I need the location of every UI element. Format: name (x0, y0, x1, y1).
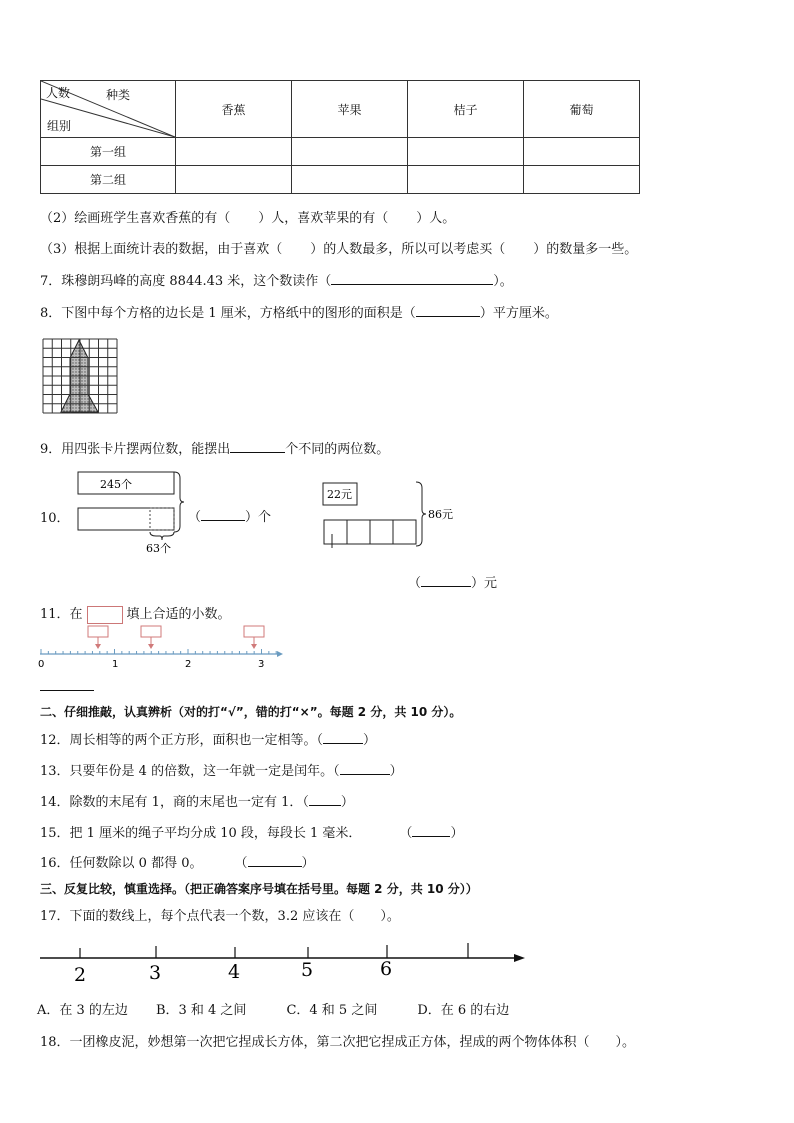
bar-model-figure (70, 468, 190, 558)
table-row (41, 166, 640, 194)
question-10-blank-1: （ ）个 (188, 510, 272, 525)
tick-label: 1 (112, 659, 119, 670)
corner-label-type: 种类 (106, 88, 131, 102)
question-6-2: （2）绘画班学生喜欢香蕉的有（ ）人，喜欢苹果的有（ ）人。 (40, 211, 456, 226)
question-12: 12．周长相等的两个正方形，面积也一定相等。（ ） (40, 733, 377, 748)
total-label: 86元 (428, 508, 453, 521)
question-14: 14．除数的末尾有 1，商的末尾也一定有 1．（ ） (40, 795, 354, 810)
table-corner-cell (41, 81, 176, 138)
answer-blank[interactable] (201, 508, 245, 521)
answer-blank[interactable] (248, 854, 302, 867)
answer-blank[interactable] (412, 824, 450, 837)
table-cell[interactable] (524, 138, 640, 166)
row-label: 第一组 (41, 138, 176, 166)
answer-box[interactable] (88, 626, 108, 637)
table-cell[interactable] (524, 166, 640, 194)
column-header: 苹果 (292, 81, 408, 138)
tick-label: 2 (74, 964, 87, 986)
minor-ticks (41, 649, 276, 654)
brace-bottom (150, 532, 174, 540)
section-3-heading: 三、反复比较，慎重选择。（把正确答案序号填在括号里。每题 2 分，共 10 分）） (40, 882, 478, 896)
answer-box[interactable] (244, 626, 264, 637)
answer-blank[interactable] (421, 574, 471, 587)
corner-label-count: 人数 (46, 86, 71, 100)
answer-blank[interactable] (323, 731, 363, 744)
question-11: 11．在 填上合适的小数。 (40, 607, 231, 622)
separator-line (40, 690, 94, 691)
integer-number-line (35, 938, 535, 986)
bottom-brace-label: 63个 (146, 542, 171, 555)
brace-right (416, 482, 426, 546)
table-cell[interactable] (292, 138, 408, 166)
statistics-table (40, 80, 640, 194)
corner-label-group: 组别 (47, 119, 72, 133)
column-header: 香蕉 (176, 81, 292, 138)
question-10-number: 10． (40, 511, 70, 526)
option-b[interactable]: B．3 和 4 之间 (155, 1003, 247, 1018)
price-model-figure (318, 478, 458, 552)
tick-label: 0 (38, 659, 45, 670)
tick-label: 3 (258, 659, 265, 670)
answer-blank[interactable] (331, 272, 493, 285)
column-header: 桔子 (408, 81, 524, 138)
question-16: 16．任何数除以 0 都得 0。 （ ） (40, 856, 315, 871)
question-13: 13．只要年份是 4 的倍数，这一年就一定是闰年。（ ） (40, 764, 403, 779)
column-header: 葡萄 (524, 81, 640, 138)
table-cell[interactable] (292, 166, 408, 194)
grid-lines (43, 339, 117, 413)
question-6-3: （3）根据上面统计表的数据，由于喜欢（ ）的人数最多，所以可以考虑买（ ）的数量多一些。 (40, 242, 638, 257)
table-cell[interactable] (176, 166, 292, 194)
table-cell[interactable] (408, 138, 524, 166)
table-cell[interactable] (176, 138, 292, 166)
answer-blank[interactable] (230, 440, 285, 453)
price-label: 22元 (327, 488, 352, 501)
option-d[interactable]: D．在 6 的右边 (417, 1003, 510, 1018)
question-7: 7．珠穆朗玛峰的高度 8844.43 米，这个数读作（ ）。 (40, 274, 513, 289)
tick-label: 4 (228, 961, 241, 983)
question-18: 18．一团橡皮泥，妙想第一次把它捏成长方体，第二次把它捏成正方体，捏成的两个物体体积（ ）。 (40, 1035, 636, 1050)
sample-box (87, 606, 123, 624)
arrow-icon (514, 954, 525, 962)
top-bar-label: 245个 (100, 478, 132, 491)
table-row (41, 138, 640, 166)
pointer-arrow-icon (95, 644, 101, 649)
brace-right (174, 472, 184, 532)
option-c[interactable]: C．4 和 5 之间 (286, 1003, 378, 1018)
section-2-heading: 二、仔细推敲，认真辨析（对的打“√”，错的打“×”。每题 2 分，共 10 分）。 (40, 705, 462, 719)
answer-blank[interactable] (309, 793, 341, 806)
tick-label: 6 (380, 958, 393, 980)
question-10-blank-2: （ ）元 (408, 576, 498, 591)
arrow-icon (277, 651, 283, 657)
answer-box[interactable] (141, 626, 161, 637)
dashed-extension (150, 508, 174, 530)
pointer-arrow-icon (251, 644, 257, 649)
question-17-stem: 17．下面的数线上，每个点代表一个数，3.2 应该在（ ）。 (40, 909, 400, 924)
tick-label: 2 (185, 659, 192, 670)
grid-figure (42, 338, 118, 414)
row-label: 第二组 (41, 166, 176, 194)
option-a[interactable]: A．在 3 的左边 (37, 1003, 128, 1018)
question-9: 9．用四张卡片摆两位数，能摆出 个不同的两位数。 (40, 442, 390, 457)
question-15: 15．把 1 厘米的绳子平均分成 10 段，每段长 1 毫米． （ ） (40, 826, 464, 841)
question-8: 8．下图中每个方格的边长是 1 厘米，方格纸中的图形的面积是（ ）平方厘米。 (40, 306, 558, 321)
tick-label: 5 (301, 959, 314, 981)
tick-label: 3 (149, 962, 162, 984)
answer-blank[interactable] (416, 304, 480, 317)
pointer-arrow-icon (148, 644, 154, 649)
table-cell[interactable] (408, 166, 524, 194)
bottom-bar (78, 508, 174, 530)
decimal-number-line (35, 624, 295, 670)
question-17-options (37, 999, 509, 1018)
answer-blank[interactable] (340, 762, 390, 775)
